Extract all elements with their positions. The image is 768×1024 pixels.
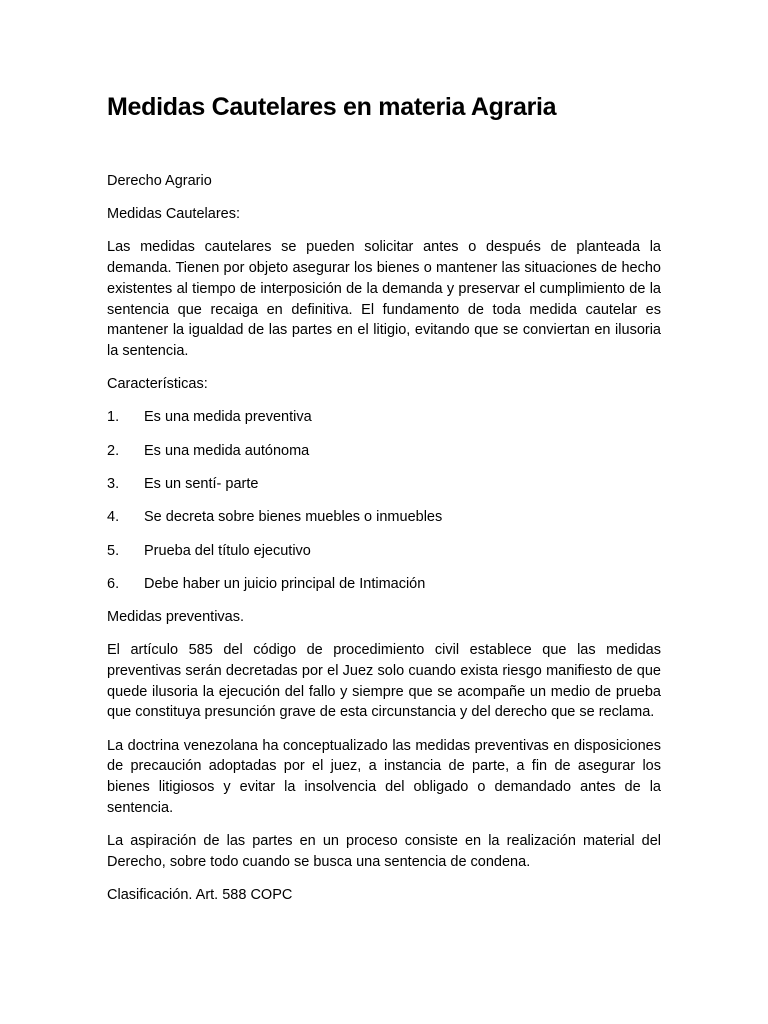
list-number: 4. [107,509,120,526]
list-text: Se decreta sobre bienes muebles o inmuebles [144,509,443,526]
list-number: 6. [107,575,120,592]
subject-line: Derecho Agrario [107,173,212,189]
list-number: 5. [107,542,120,559]
list-item [107,407,661,428]
list-text: Es una medida preventiva [144,409,312,426]
list-item [107,441,661,462]
list-text: Prueba del título ejecutivo [144,542,311,559]
characteristics-list [107,407,661,594]
paragraph-doctrina: La doctrina venezolana ha conceptualizado las medidas preventivas en disposiciones de precaución adoptadas por el juez, a instancia de parte, a fin de asegurar los bienes litigiosos y evitar la insolvencia del obligado o demandado antes de la sentencia. [107,737,661,816]
list-item [107,474,661,495]
list-item [107,507,661,528]
list-number: 3. [107,475,120,492]
document-title: Medidas Cautelares en materia Agraria [107,93,557,121]
paragraph-article-585: El artículo 585 del código de procedimiento civil establece que las medidas preventivas serán decretadas por el Juez solo cuando exista riesgo manifiesto de que quede ilusoria la ejecución del fallo y siempre que se acompañe un medio de prueba que constituya presunción grave de esta circunstancia y del derecho que se reclama. [107,642,661,721]
paragraph-aspiracion: La aspiración de las partes en un proceso consiste en la realización material del Derecho, sobre todo cuando se busca una sentencia de condena. [107,832,661,870]
list-text: Es un sentí- parte [144,475,259,492]
heading-clasificacion: Clasificación. Art. 588 COPC [107,886,293,903]
document-body [107,171,661,918]
list-number: 2. [107,442,120,459]
list-text: Es una medida autónoma [144,442,310,459]
list-item [107,541,661,562]
heading-caracteristicas: Características: [107,376,208,393]
intro-paragraph: Las medidas cautelares se pueden solicitar antes o después de planteada la demanda. Tienen por objeto asegurar los bienes o mantener las situaciones de hecho existentes al tiempo de interposición de la demanda y preservar el cumplimiento de la sentencia que recaiga en definitiva. El fundamento de toda medida cautelar es mantener la igualdad de las partes en el litigio, evitando que se conviertan en ilusoria la sentencia. [107,239,661,359]
list-number: 1. [107,409,120,426]
list-text: Debe haber un juicio principal de Intimación [144,575,426,592]
heading-cautelares: Medidas Cautelares: [107,206,240,223]
heading-preventivas: Medidas preventivas. [107,609,245,626]
list-item [107,574,661,595]
